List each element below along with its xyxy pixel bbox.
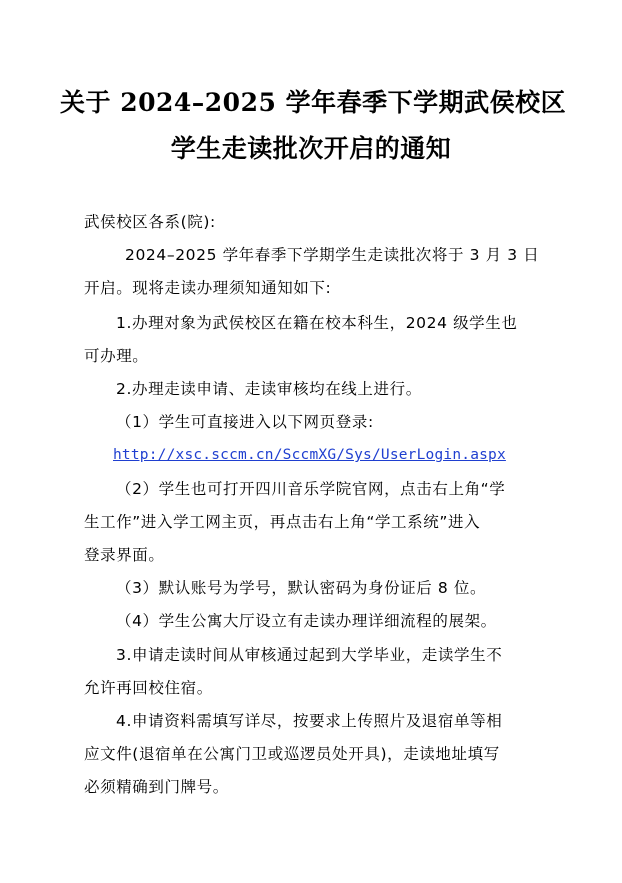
item-2-sub-4: （4）学生公寓大厅设立有走读办理详细流程的展架。 <box>116 612 497 630</box>
item-2-sub-2-line-2: 生工作”进入学工网主页，再点击右上角“学工系统”进入 <box>84 513 481 531</box>
item-1-line-2: 可办理。 <box>84 347 149 365</box>
item-4-line-2: 应文件(退宿单在公寓门卫或巡逻员处开具)，走读地址填写 <box>84 745 500 763</box>
login-url-link[interactable]: http://xsc.sccm.cn/SccmXG/Sys/UserLogin.aspx <box>113 447 506 463</box>
title-line-2: 学生走读批次开启的通知 <box>170 134 452 163</box>
item-4-line-1: 4.申请资料需填写详尽，按要求上传照片及退宿单等相 <box>116 712 503 730</box>
item-4-line-3: 必须精确到门牌号。 <box>84 778 229 796</box>
intro-line-2: 开启。现将走读办理须知通知如下: <box>84 279 332 297</box>
item-1-line-1: 1.办理对象为武侯校区在籍在校本科生，2024 级学生也 <box>116 314 518 332</box>
item-2-sub-2-line-3: 登录界面。 <box>84 546 165 564</box>
title-line-1: 关于 2024–2025 学年春季下学期武侯校区 <box>60 88 567 117</box>
salutation: 武侯校区各系(院): <box>84 213 216 231</box>
item-2-sub-1: （1）学生可直接进入以下网页登录: <box>116 413 374 431</box>
item-3-line-1: 3.申请走读时间从审核通过起到大学毕业，走读学生不 <box>116 646 503 664</box>
item-2-sub-3: （3）默认账号为学号，默认密码为身份证后 8 位。 <box>116 579 487 597</box>
item-2-sub-2-line-1: （2）学生也可打开四川音乐学院官网，点击右上角“学 <box>116 480 506 498</box>
intro-line-1: 2024–2025 学年春季下学期学生走读批次将于 3 月 3 日 <box>125 246 540 264</box>
item-3-line-2: 允许再回校住宿。 <box>84 679 213 697</box>
item-2: 2.办理走读申请、走读审核均在线上进行。 <box>116 380 422 398</box>
